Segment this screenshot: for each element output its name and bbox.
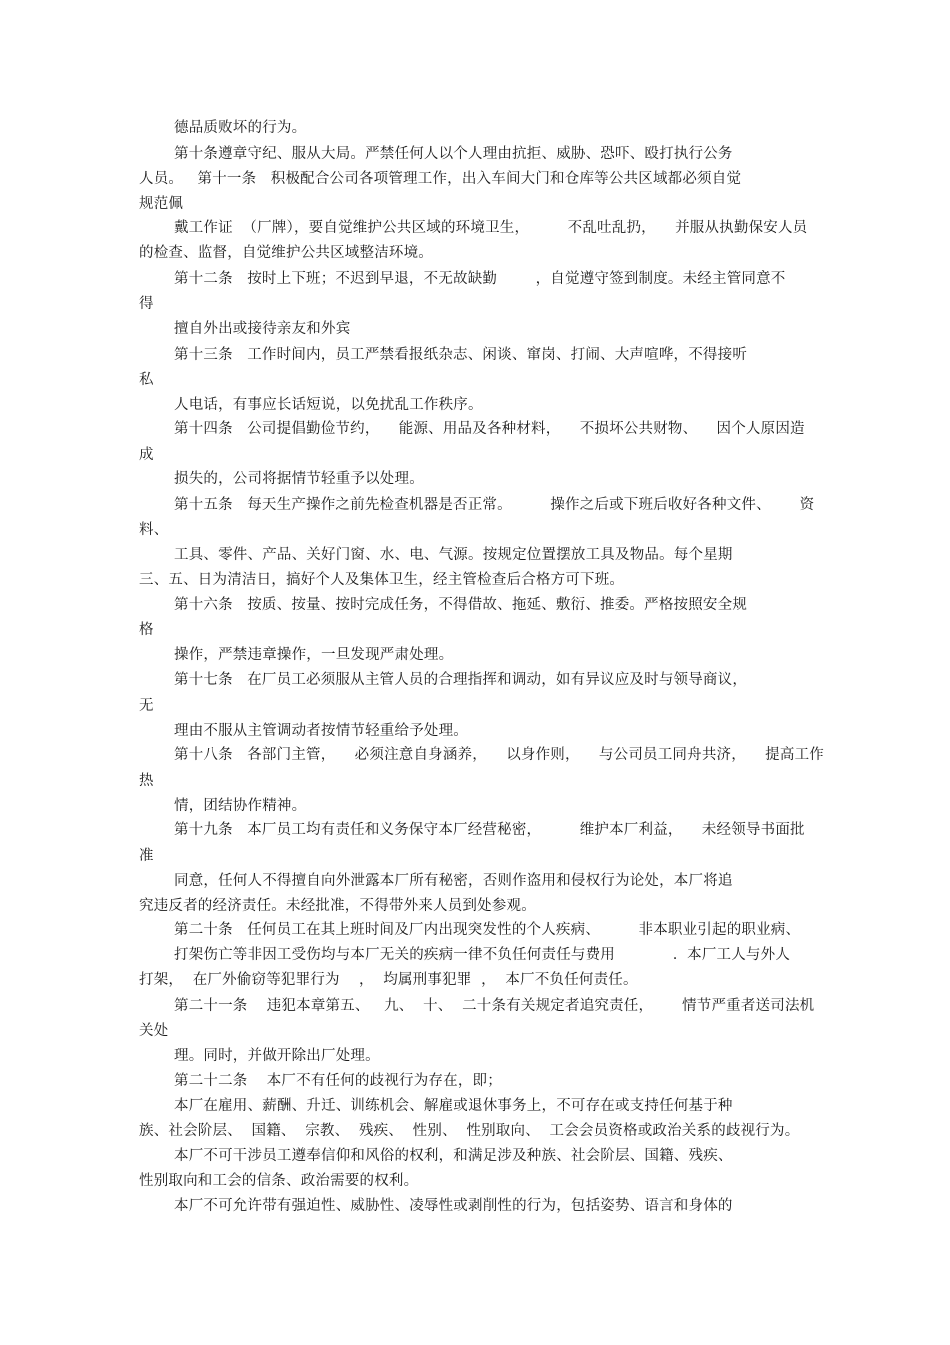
text-line: 第十二条 按时上下班；不迟到早退，不无故缺勤 ，自觉遵守签到制度。未经主管同意不 [174,271,786,287]
text-line: 损失的，公司将据情节轻重予以处理。 [174,471,424,487]
text-line: 本厂在雇用、薪酬、升迁、训练机会、解雇或退休事务上，不可存在或支持任何基于种 [174,1098,733,1114]
text-line: 关处 [139,1023,169,1039]
text-line: 第二十二条 本厂不有任何的歧视行为存在，即； [174,1073,502,1089]
text-line: 德品质败坏的行为。 [174,120,307,136]
text-line: 工具、零件、产品、关好门窗、水、电、气源。按规定位置摆放工具及物品。每个星期 [174,547,733,563]
text-line: 三、五、日为清洁日，搞好个人及集体卫生，经主管检查后合格方可下班。 [139,572,625,588]
text-line: 第十三条 工作时间内，员工严禁看报纸杂志、闲谈、窜岗、打闹、大声喧哗，不得接听 [174,347,748,363]
text-line: 料、 [139,522,169,538]
text-line: 理由不服从主管调动者按情节轻重给予处理。 [174,723,468,739]
text-line: 第十六条 按质、按量、按时完成任务，不得借故、拖延、敷衍、推委。严格按照安全规 [174,597,748,613]
text-line: 第二十条 任何员工在其上班时间及厂内出现突发性的个人疾病、 非本职业引起的职业病、 [174,922,801,938]
text-line: 本厂不可允许带有强迫性、威胁性、凌辱性或剥削性的行为，包括姿势、语言和身体的 [174,1198,733,1214]
text-line: 第十五条 每天生产操作之前先检查机器是否正常。 操作之后或下班后收好各种文件、 资 [174,497,815,513]
text-line: 第十四条 公司提倡勤俭节约， 能源、用品及各种材料， 不损坏公共财物、 因个人原因造 [174,421,805,437]
text-line: 戴工作证 （厂牌），要自觉维护公共区域的环境卫生， 不乱吐乱扔， 并服从执勤保安人员 [174,220,808,236]
text-line: 得 [139,296,154,312]
text-line: 族、社会阶层、 国籍、 宗教、 残疾、 性别、 性别取向、 工会会员资格或政治关系的歧视行为。 [139,1123,800,1139]
text-line: 究违反者的经济责任。未经批准，不得带外来人员到处参观。 [139,898,536,914]
text-line: 性别取向和工会的信条、政治需要的权利。 [139,1173,419,1189]
text-line: 理。同时，并做开除出厂处理。 [174,1048,380,1064]
text-line: 人电话，有事应长话短说，以免扰乱工作秩序。 [174,397,483,413]
text-line: 情，团结协作精神。 [174,798,307,814]
text-line: 热 [139,773,154,789]
text-line: 格 [139,622,154,638]
text-line: 本厂不可干涉员工遵奉信仰和风俗的权利，和满足涉及种族、社会阶层、国籍、残疾、 [174,1148,733,1164]
text-line: 擅自外出或接待亲友和外宾 [174,321,351,337]
text-line: 第十八条 各部门主管， 必须注意自身涵养， 以身作则， 与公司员工同舟共济， 提高工作 [174,747,824,763]
text-line: 第十九条 本厂员工均有责任和义务保守本厂经营秘密， 维护本厂利益， 未经领导书面批 [174,822,805,838]
text-line: 准 [139,848,154,864]
text-line: 第二十一条 违犯本章第五、 九、 十、 二十条有关规定者追究责任， 情节严重者送司法机 [174,998,815,1014]
text-line: 打架伤亡等非因工受伤均与本厂无关的疾病一律不负任何责任与费用 . 本厂工人与外人 [174,947,791,963]
text-line: 成 [139,447,154,463]
text-line: 第十七条 在厂员工必须服从主管人员的合理指挥和调动，如有异议应及时与领导商议， [174,672,748,688]
text-line: 操作，严禁违章操作，一旦发现严肃处理。 [174,647,454,663]
text-line: 无 [139,698,154,714]
text-line: 规范佩 [139,196,184,212]
text-line: 第十条遵章守纪、服从大局。严禁任何人以个人理由抗拒、威胁、恐吓、殴打执行公务 [174,146,733,162]
text-line: 打架， 在厂外偷窃等犯罪行为 ， 均属刑事犯罪 ， 本厂不负任何责任。 [139,972,638,988]
text-line: 的检查、监督，自觉维护公共区域整洁环境。 [139,245,433,261]
text-line: 同意，任何人不得擅自向外泄露本厂所有秘密，否则作盗用和侵权行为论处，本厂将追 [174,873,733,889]
text-line: 人员。 第十一条 积极配合公司各项管理工作，出入车间大门和仓库等公共区域都必须自觉 [139,171,742,187]
text-line: 私 [139,372,154,388]
